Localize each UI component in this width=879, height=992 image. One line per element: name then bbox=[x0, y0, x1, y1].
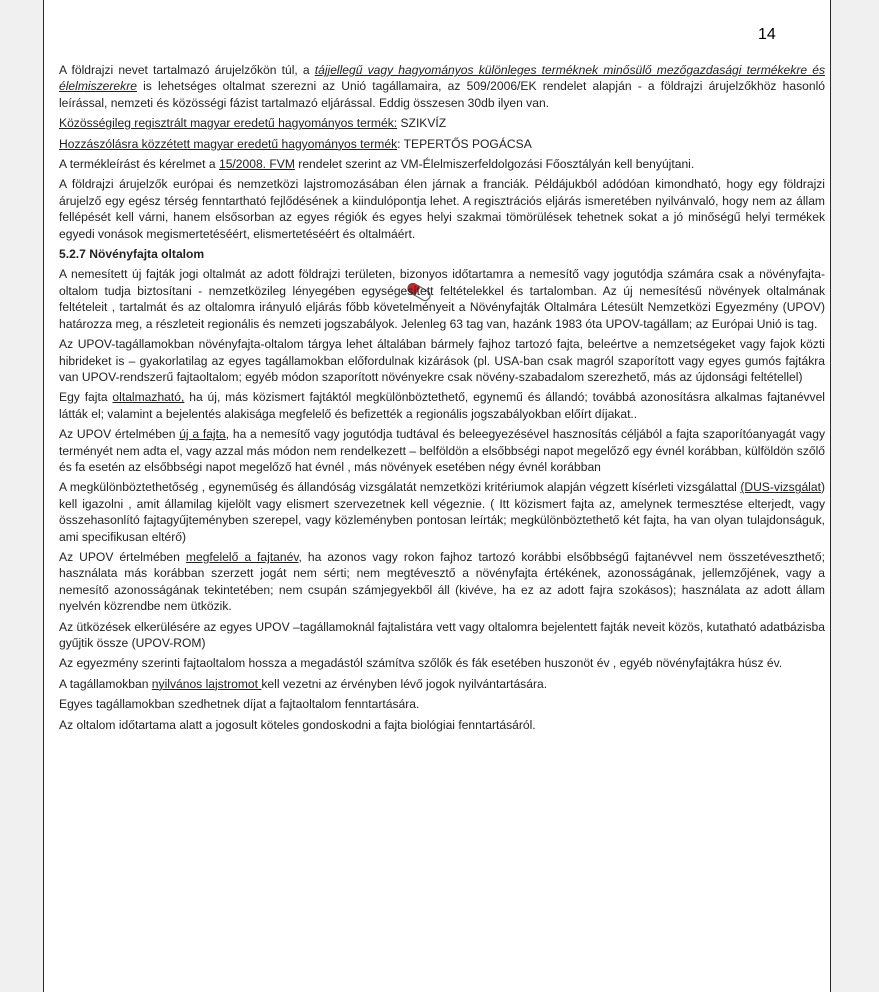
variety-name-link[interactable]: megfelelő a fajtanév bbox=[185, 549, 299, 564]
paragraph-variety-name: Az UPOV értelmében megfelelő a fajtanév, ha azonos vagy rokon fajhoz tartozó korábbi elsőbbségű fajtanévvel nem összetéveszthető; használata más korábban szerzett jogát nem sérti; nem megtéveszt​ő a növényfajta értékének, azonosságának, jellemzőjének, vagy a nemesítő azonosságának tekintetében; nem csupán számjegyekből áll (kivéve, ha ez az adott fajra szokásos); használata az adott állam nyelvén közrendbe nem ütközik. bbox=[59, 549, 825, 614]
paragraph-dus: A megkülönböztethetőség , egyneműség és állandóság vizsgálatát nemzetközi kritériumok alapján végzett kísérleti vizsgálattal (DUS-vizsgálat) kell igazolni , amit államilag kijelölt vagy elismert szervezetnek kell végeznie. ( Itt közismert fajta az, amelynek termesztése elterjedt, vagy összehasonlító fajtagyűjteményben szerepel, vagy közleményben pontosan leírták; megkülönböztethető két fajta, ha van olyan tulajdonságuk, ami specifikusan eltérő) bbox=[59, 480, 825, 544]
paragraph-upov-intro: A nemesített új fajták jogi oltalmát az adott földrajzi területen, bizonyos időtartamra a nemesítő vagy jogutódja számára csak a növényfajta-oltalom tudja biztosítani - nemzetközileg lényegében egységesített feltételekkel és tartalomban. Az új nemesítésű növények oltalmának feltételeit , tartalmát és az oltalomra irányuló eljárás főbb követelményeit a Növényfajták Oltalmára Létesült Nemzetközi Egyezmény (UPOV) határozza meg, a részleteit regionális és nemzeti jogszabályok. Jelenleg 63 tag van, hazánk 1983 óta UPOV-tagállam; az Európai Unió is tag. bbox=[59, 267, 825, 331]
paragraph-maintenance: Az oltalom időtartama alatt a jogosult köteles gondoskodni a fajta biológiai fenntartásáról. bbox=[59, 717, 536, 732]
document-page bbox=[43, 0, 831, 992]
fvm-regulation-link[interactable]: 15/2008. FVM bbox=[218, 157, 295, 172]
paragraph-fees: Egyes tagállamokban szedhetnek díjat a fajtaoltalom fenntartására. bbox=[59, 697, 420, 712]
paragraph-published-product: Hozzászólásra közzétett magyar eredetű hagyományos termék: TEPERTŐS POGÁCSA bbox=[59, 136, 532, 151]
paragraph-duration: Az egyezmény szerinti fajtaoltalom hossza a megadástól számítva szőlők és fák esetében huszonöt év , egyéb növényfajtákra húsz év. bbox=[59, 656, 783, 671]
paragraph-upov-rom: Az ütközések elkerülésére az egyes UPOV –tagállamoknál fajtalistára vett vagy oltalomra bejelentett fajták neveit közös, kutatható adatbázisba gyűjtik össze (UPOV-ROM) bbox=[59, 619, 825, 650]
document-body bbox=[59, 62, 825, 737]
traditional-products-link[interactable]: tájjellegű vagy hagyományos különleges terméknek minősülő mezőgazdasági termékekre és élelmiszerekre bbox=[59, 63, 825, 94]
protectable-link[interactable]: oltalmazható, bbox=[112, 390, 185, 405]
novelty-link[interactable]: új a fajta bbox=[179, 427, 226, 442]
paragraph-registered-product: Közösségileg regisztrált magyar eredetű hagyományos termék: SZIKVÍZ bbox=[59, 116, 447, 131]
paragraph-register: A tagállamokban nyilvános lajstromot kell vezetni az érvényben lévő jogok nyilvántartására. bbox=[59, 676, 548, 691]
published-product-label: Hozzászólásra közzétett magyar eredetű hagyományos termék bbox=[59, 136, 398, 151]
paragraph-protectable: Egy fajta oltalmazható, ha új, más közismert fajtáktól megkülönböztethető, egynemű és állandó; továbbá azonosításra alkalmas fajtanévvel látták el; valamint a bejelentés alakisága megfelelő és befizették a regionális jogszabályokban előírt díjakat.. bbox=[59, 390, 825, 421]
paragraph-intro: A földrajzi nevet tartalmazó árujelzőkön túl, a tájjellegű vagy hagyományos különleges terméknek minősülő mezőgazdasági termékekre és élelmiszerekre is lehetséges oltalmat szerezni az Unió tagállamaira, az 509/2006/EK rendelet alapján - a földrajzi árujelzőkhöz hasonló leírással, nemzeti és közösségi fázist tartalmazó eljárással. Eddig összesen 30db ilyen van. bbox=[59, 63, 825, 110]
paragraph-french-example: A földrajzi árujelzők európai és nemzetközi lajstromozásában élen járnak a franciák. Példájukból adódóan kimondható, hogy egy földrajzi árujelző egy egész térség fenntartható fejlődésének a kiindulópontja lehet. A regisztrációs eljárás ismeretében nyilvánvaló, hogy nem az állam fellépését kell várni, hanem elsősorban az egyes régiók és egyes helyi szakmai tömörülések tehetnek sokat a jó minőségű helyi termékek egyedi vonások megismertetéséért, elismertetéséért és oltalmáért. bbox=[59, 177, 825, 241]
paragraph-novelty: Az UPOV értelmében új a fajta, ha a nemesítő vagy jogutódja tudtával és beleegyezésével hasznosítás céljából a fajta szaporítóanyagát vagy terményét nem adta el, vagy azzal más módon nem rendelkezett – belföldön a elsőbbségi napot megelőző egy évnél korábban, külföldön szőlő és fa esetén az elsőbbségi napot megelőző hat évnél , más növények esetében négy évnél korábban bbox=[59, 427, 825, 474]
section-heading: 5.2.7 Növényfajta oltalom bbox=[59, 247, 205, 262]
page-number: 14 bbox=[758, 26, 776, 43]
paragraph-submission: A termékleírást és kérelmet a 15/2008. FVM rendelet szerint az VM-Élelmiszerfeldolgozási Főosztályán kell benyújtani. bbox=[59, 157, 695, 172]
paragraph-upov-scope: Az UPOV-tagállamokban növényfajta-oltalom tárgya lehet általában bármely fajhoz tartozó fajta, beleértve a nemzetségeket vagy fajok közti hibrideket is – gyakorlatilag az egyes tagállamokban előfordulnak kizárások (pl. USA-ban csak magról szaporított vagy egyes gumós fajtákra van UPOV-rendszerű fajtaoltalom; egyéb módon szaporított növényekre csak növény-szabadalom szerezhető, más az újdonsági feltétellel) bbox=[59, 337, 825, 384]
registered-product-label: Közösségileg regisztrált magyar eredetű hagyományos termék: bbox=[59, 116, 398, 131]
dus-test-link[interactable]: (DUS-vizsgálat bbox=[740, 480, 821, 495]
public-register-link[interactable]: nyilvános lajstromot bbox=[151, 676, 262, 691]
